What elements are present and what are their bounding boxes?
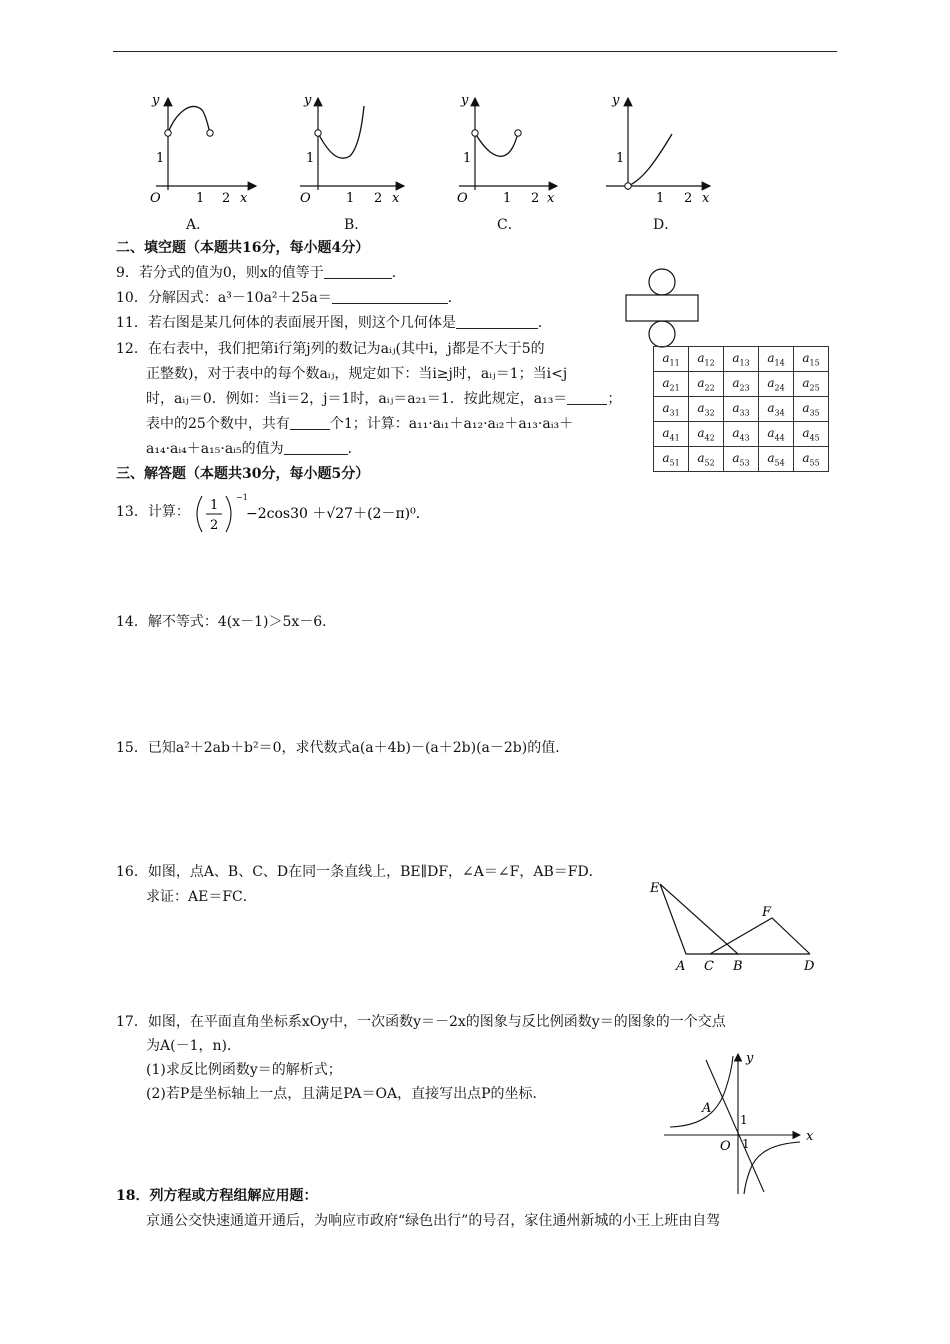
matrix-cell [759, 447, 794, 472]
q17-label-a: A [702, 1101, 712, 1116]
matrix-cell [794, 372, 829, 397]
matrix-cell-index: 24 [774, 383, 785, 393]
section3-heading: 三、解答题（本题共30分，每小题5分） [116, 466, 370, 482]
q13-frac-den: 2 [210, 518, 219, 533]
q17-line2: 为A(－1，n)． [146, 1038, 241, 1054]
q16-label-a: A [676, 959, 686, 974]
matrix-cell-index: 41 [669, 433, 680, 443]
matrix-cell [724, 397, 759, 422]
q13-exponent: −1 [236, 493, 248, 502]
graph-b-tick-1: 1 [306, 151, 315, 166]
matrix-table [653, 346, 829, 472]
q9-text: 9．若分式的值为0，则x的值等于 [116, 265, 324, 281]
matrix-cell-index: 45 [809, 433, 820, 443]
graph-a-y-label: y [152, 93, 160, 108]
graph-c-x-1: 1 [503, 191, 512, 206]
q17-label-one-y: 1 [740, 1113, 748, 1127]
matrix-cell-letter: a [732, 375, 740, 390]
q13-rest: −2cos30 ＋√27＋(2－π)⁰． [246, 506, 430, 522]
matrix-row [654, 372, 829, 397]
q15-text: 15．已知a²＋2ab＋b²＝0，求代数式a(a＋4b)－(a＋2b)(a－2b)的值． [116, 740, 570, 756]
matrix-cell [759, 422, 794, 447]
graph-c-x-label: x [547, 191, 555, 206]
graph-b-x-1: 1 [346, 191, 355, 206]
graph-b-x-2: 2 [374, 191, 383, 206]
option-b-label: B． [344, 217, 369, 233]
matrix-cell-letter: a [802, 350, 810, 365]
matrix-cell-letter: a [662, 400, 670, 415]
matrix-cell-letter: a [662, 450, 670, 465]
matrix-cell-letter: a [662, 350, 670, 365]
q16-label-e: E [650, 881, 660, 896]
matrix-cell [724, 422, 759, 447]
graph-c-y-label: y [461, 93, 469, 108]
section2-heading: 二、填空题（本题共16分，每小题4分） [116, 240, 370, 256]
matrix-cell-index: 11 [669, 358, 680, 368]
graph-c-origin: O [457, 191, 468, 206]
matrix-cell-index: 14 [774, 358, 785, 368]
matrix-cell-index: 44 [774, 433, 785, 443]
matrix-cell-index: 23 [739, 383, 750, 393]
q12-line2: 正整数)，对于表中的每个数aᵢⱼ，规定如下：当i≥j时，aᵢⱼ＝1；当i<j [146, 366, 568, 382]
graph-d [606, 93, 710, 206]
matrix-cell [759, 347, 794, 372]
matrix-cell-letter: a [697, 350, 705, 365]
q12-a13-blank[interactable] [567, 390, 607, 405]
matrix-cell [654, 422, 689, 447]
matrix-cell-letter: a [802, 400, 810, 415]
matrix-cell-index: 25 [809, 383, 820, 393]
matrix-row [654, 397, 829, 422]
matrix-cell [794, 347, 829, 372]
matrix-cell-index: 21 [669, 383, 680, 393]
q13-formula [188, 492, 468, 540]
matrix-row [654, 447, 829, 472]
option-a-label: A． [186, 217, 211, 233]
q17-label-y: y [746, 1051, 754, 1066]
matrix-cell [654, 347, 689, 372]
q9-end: ． [391, 265, 406, 281]
q18-line2: 京通公交快速通道开通后，为响应市政府“绿色出行”的号召，家住通州新城的小王上班由自驾 [146, 1213, 721, 1229]
graph-c-x-2: 2 [531, 191, 540, 206]
q16-label-b: B [733, 959, 743, 974]
q17-coordinate-figure [660, 1048, 820, 1196]
q13-frac-num: 1 [210, 498, 219, 513]
matrix-cell [689, 372, 724, 397]
option-c-label: C． [497, 217, 522, 233]
q12-line4b: 个1；计算：a₁₁·aᵢ₁＋a₁₂·aᵢ₂＋a₁₃·aᵢ₃＋ [329, 416, 574, 432]
q11-line [116, 313, 552, 333]
matrix-cell [759, 397, 794, 422]
graph-a-x-1: 1 [196, 191, 205, 206]
matrix-cell [689, 422, 724, 447]
graph-a-x-2: 2 [222, 191, 231, 206]
matrix-cell-letter: a [767, 400, 775, 415]
q9-line [116, 263, 406, 283]
graph-b-y-label: y [304, 93, 312, 108]
graph-d-x-2: 2 [684, 191, 693, 206]
matrix-cell-index: 33 [739, 408, 750, 418]
q18-line1: 18．列方程或方程组解应用题： [116, 1188, 318, 1204]
matrix-cell-letter: a [802, 375, 810, 390]
matrix-cell [654, 397, 689, 422]
q16-line2: 求证：AE＝FC． [146, 889, 257, 905]
matrix-cell [724, 372, 759, 397]
matrix-cell [724, 447, 759, 472]
q17-label-one-x: 1 [742, 1137, 750, 1151]
matrix-cell-index: 32 [704, 408, 715, 418]
graph-b [300, 93, 404, 206]
matrix-cell [689, 397, 724, 422]
matrix-cell-letter: a [697, 450, 705, 465]
q11-text: 11．若右图是某几何体的表面展开图，则这个几何体是 [116, 315, 456, 331]
q12-line1: 12．在右表中，我们把第i行第j列的数记为aᵢⱼ(其中i，j都是不大于5的 [116, 341, 545, 357]
matrix-cell-letter: a [662, 425, 670, 440]
q16-label-d: D [804, 959, 815, 974]
q12-line4a: 表中的25个数中，共有 [146, 416, 290, 432]
q12-line5 [146, 439, 362, 459]
graph-a-tick-1: 1 [156, 151, 165, 166]
q12-line4 [146, 414, 573, 434]
graph-a-origin: O [150, 191, 161, 206]
q10-line [116, 288, 462, 308]
matrix-cell-letter: a [662, 375, 670, 390]
q12-line3b: ； [607, 391, 622, 407]
matrix-row [654, 422, 829, 447]
q14-text: 14．解不等式：4(x－1)＞5x－6． [116, 614, 337, 630]
graph-c-tick-1: 1 [463, 151, 472, 166]
q17-line4: (2)若P是坐标轴上一点，且满足PA＝OA，直接写出点P的坐标． [146, 1086, 547, 1102]
q16-line1: 16．如图，点A、B、C、D在同一条直线上，BE∥DF，∠A＝∠F，AB＝FD． [116, 864, 603, 880]
matrix-cell-index: 35 [809, 408, 820, 418]
graph-a [150, 93, 256, 206]
matrix-cell-letter: a [767, 375, 775, 390]
matrix-cell-index: 22 [704, 383, 715, 393]
matrix-cell-letter: a [732, 350, 740, 365]
matrix-cell [794, 447, 829, 472]
q16-label-f: F [762, 905, 772, 920]
graph-d-y-label: y [612, 93, 620, 108]
q11-answer-blank[interactable] [456, 314, 538, 329]
q12-line3 [146, 389, 621, 409]
matrix-cell-letter: a [732, 450, 740, 465]
matrix-cell-index: 42 [704, 433, 715, 443]
matrix-cell [689, 447, 724, 472]
q13-label: 13．计算： [116, 504, 190, 520]
q10-text: 10．分解因式：a³－10a²＋25a＝ [116, 290, 332, 306]
matrix-cell-index: 55 [809, 458, 820, 468]
graph-b-origin: O [300, 191, 311, 206]
matrix-row [654, 347, 829, 372]
q17-label-o: O [720, 1139, 731, 1154]
q12-line5a: a₁₄·aᵢ₄＋a₁₅·aᵢ₅的值为 [146, 441, 284, 457]
graph-c [457, 93, 557, 206]
matrix-cell-letter: a [802, 450, 810, 465]
q9-answer-blank[interactable] [324, 264, 392, 279]
matrix-cell-index: 52 [704, 458, 715, 468]
q17-label-x: x [806, 1129, 814, 1144]
matrix-cell [654, 447, 689, 472]
cylinder-net-figure [622, 266, 702, 350]
option-d-label: D． [653, 217, 679, 233]
q12-line3a: 时，aᵢⱼ＝0．例如：当i＝2，j＝1时，aᵢⱼ＝a₂₁＝1．按此规定，a₁₃＝ [146, 391, 568, 407]
matrix-cell [794, 397, 829, 422]
matrix-cell-letter: a [732, 425, 740, 440]
matrix-cell-index: 31 [669, 408, 680, 418]
matrix-cell [724, 347, 759, 372]
q12-value-blank[interactable] [284, 440, 348, 455]
matrix-cell [654, 372, 689, 397]
graph-d-x-1: 1 [656, 191, 665, 206]
matrix-cell-letter: a [767, 450, 775, 465]
q16-triangle-figure [640, 872, 830, 976]
matrix-cell [794, 422, 829, 447]
graph-b-x-label: x [392, 191, 400, 206]
matrix-cell-index: 15 [809, 358, 820, 368]
q12-count-blank[interactable] [290, 415, 330, 430]
q10-end: ． [447, 290, 462, 306]
matrix-cell-index: 12 [704, 358, 715, 368]
matrix-cell-index: 13 [739, 358, 750, 368]
matrix-cell-index: 54 [774, 458, 785, 468]
matrix-cell-letter: a [697, 400, 705, 415]
graph-d-x-label: x [702, 191, 710, 206]
q17-line1: 17．如图，在平面直角坐标系xOy中，一次函数y＝－2x的图象与反比例函数y＝的图象的一个交点 [116, 1014, 726, 1030]
q17-line3: (1)求反比例函数y＝的解析式； [146, 1062, 342, 1078]
q13-expression [188, 492, 468, 536]
matrix-cell-index: 34 [774, 408, 785, 418]
q12-line5b: ． [347, 441, 362, 457]
q16-label-c: C [704, 959, 714, 974]
matrix-cell [759, 372, 794, 397]
matrix-cell-letter: a [802, 425, 810, 440]
matrix-cell-letter: a [697, 375, 705, 390]
option-graphs [130, 90, 730, 210]
matrix-cell-index: 51 [669, 458, 680, 468]
matrix-cell-letter: a [697, 425, 705, 440]
matrix-cell [689, 347, 724, 372]
graph-d-tick-1: 1 [616, 151, 625, 166]
matrix-cell-index: 53 [739, 458, 750, 468]
matrix-cell-letter: a [732, 400, 740, 415]
matrix-cell-letter: a [767, 350, 775, 365]
q11-end: ． [537, 315, 552, 331]
q10-answer-blank[interactable] [332, 289, 448, 304]
matrix-cell-letter: a [767, 425, 775, 440]
graph-a-x-label: x [240, 191, 248, 206]
matrix-cell-index: 43 [739, 433, 750, 443]
header-rule [113, 51, 837, 52]
